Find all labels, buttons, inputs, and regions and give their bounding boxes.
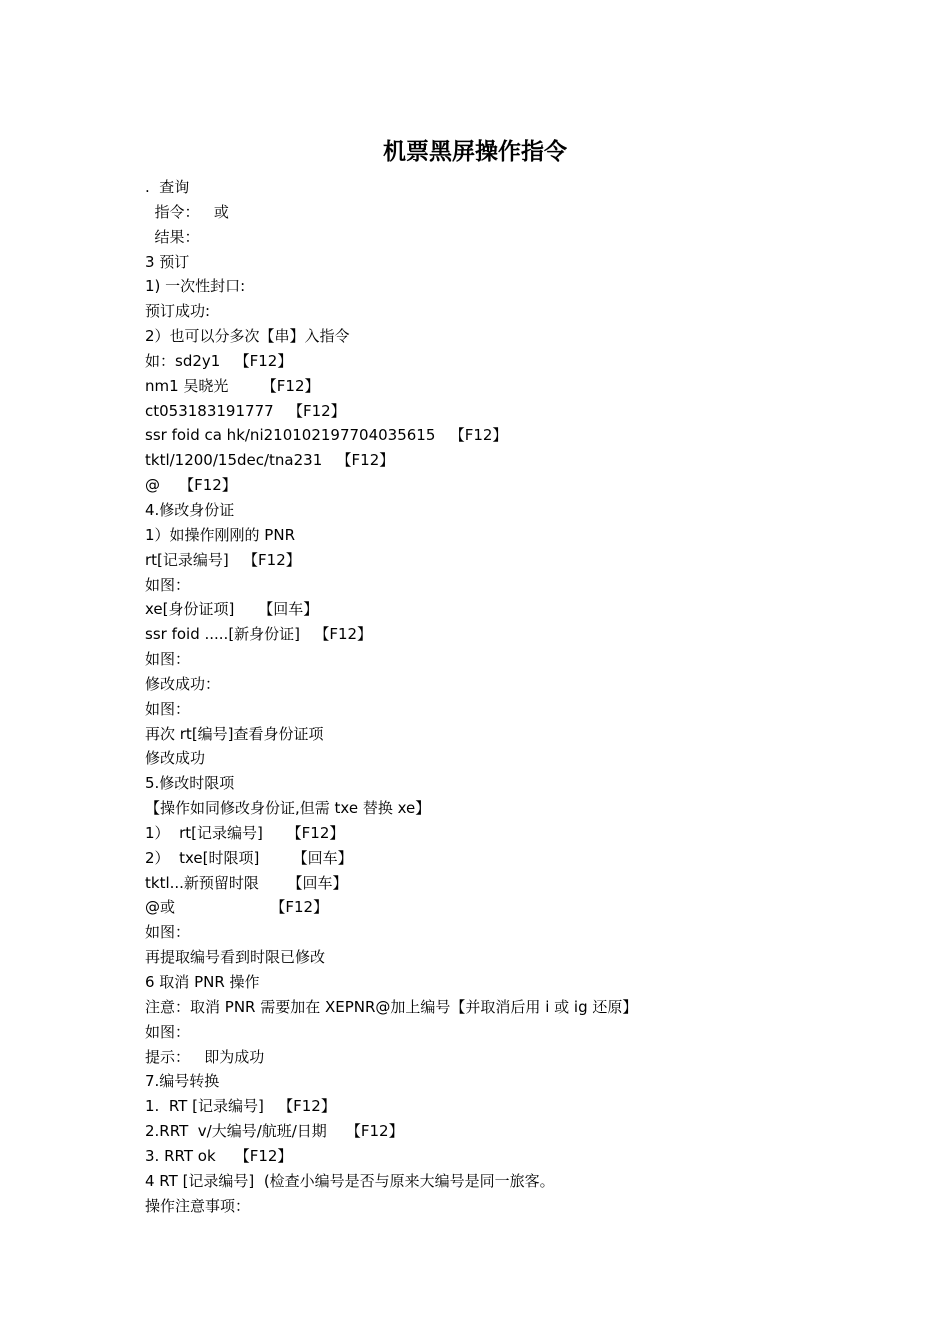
document-line: ssr foid ca hk/ni210102197704035615 【F12】 [145, 426, 508, 445]
document-line: 3 预订 [145, 252, 190, 271]
document-line: 指令： 或 [145, 202, 229, 221]
document-line: 4 RT [记录编号] (检查小编号是否与原来大编号是同一旅客。 [145, 1171, 555, 1190]
document-line: 操作注意事项： [145, 1196, 251, 1215]
document-line: ssr foid .....[新身份证] 【F12】 [145, 625, 373, 644]
document-line: 修改成功： [145, 674, 221, 693]
document-line: nm1 吴晓光 【F12】 [145, 376, 320, 395]
document-line: 提示： 即为成功 [145, 1047, 265, 1066]
document-line: tktl...新预留时限 【回车】 [145, 873, 348, 892]
document-line: 再次 rt[编号]查看身份证项 [145, 724, 324, 743]
document-line: 修改成功 [145, 749, 206, 768]
document-line: 1) 一次性封口: [145, 277, 246, 296]
document-line: rt[记录编号] 【F12】 [145, 550, 301, 569]
document-line: 注意：取消 PNR 需要加在 XEPNR@加上编号【并取消后用 i 或 ig 还原】 [145, 997, 638, 1016]
document-line: ct053183191777 【F12】 [145, 401, 346, 420]
document-line: 5.修改时限项 [145, 774, 235, 793]
document-line: 如图： [145, 923, 191, 942]
document-body [145, 175, 865, 1218]
document-line: . 查询 [145, 178, 190, 196]
document-line: tktl/1200/15dec/tna231 【F12】 [145, 451, 395, 470]
document-line: 1）如操作刚刚的 PNR [145, 525, 296, 544]
document-line: 如图： [145, 650, 191, 669]
document-line: 【操作如同修改身份证,但需 txe 替换 xe】 [145, 799, 431, 818]
document-line: 2.RRT v/大编号/航班/日期 【F12】 [145, 1122, 404, 1141]
document-line: 如：sd2y1 【F12】 [145, 351, 293, 370]
document-line: @或 【F12】 [145, 898, 329, 917]
document-line: 3. RRT ok 【F12】 [145, 1146, 293, 1165]
document-line: 如图： [145, 1022, 191, 1041]
document-line: 7.编号转换 [145, 1072, 220, 1091]
document-line: 4.修改身份证 [145, 500, 235, 519]
document-title: 机票黑屏操作指令 [383, 139, 567, 165]
document-line: 预订成功: [145, 302, 211, 321]
document-line: 1. RT [记录编号] 【F12】 [145, 1097, 336, 1116]
document-line: 1） rt[记录编号] 【F12】 [145, 823, 345, 842]
document-line: 2） txe[时限项] 【回车】 [145, 848, 353, 867]
document-line: 再提取编号看到时限已修改 [145, 948, 326, 967]
document-line: 6 取消 PNR 操作 [145, 973, 260, 991]
document-line: 结果： [145, 227, 200, 246]
document-line: 如图： [145, 699, 191, 718]
document-line: @ 【F12】 [145, 476, 237, 495]
document-line: xe[身份证项] 【回车】 [145, 600, 319, 619]
document-line: 如图： [145, 575, 191, 594]
document-line: 2）也可以分多次【串】入指令 [145, 327, 350, 346]
